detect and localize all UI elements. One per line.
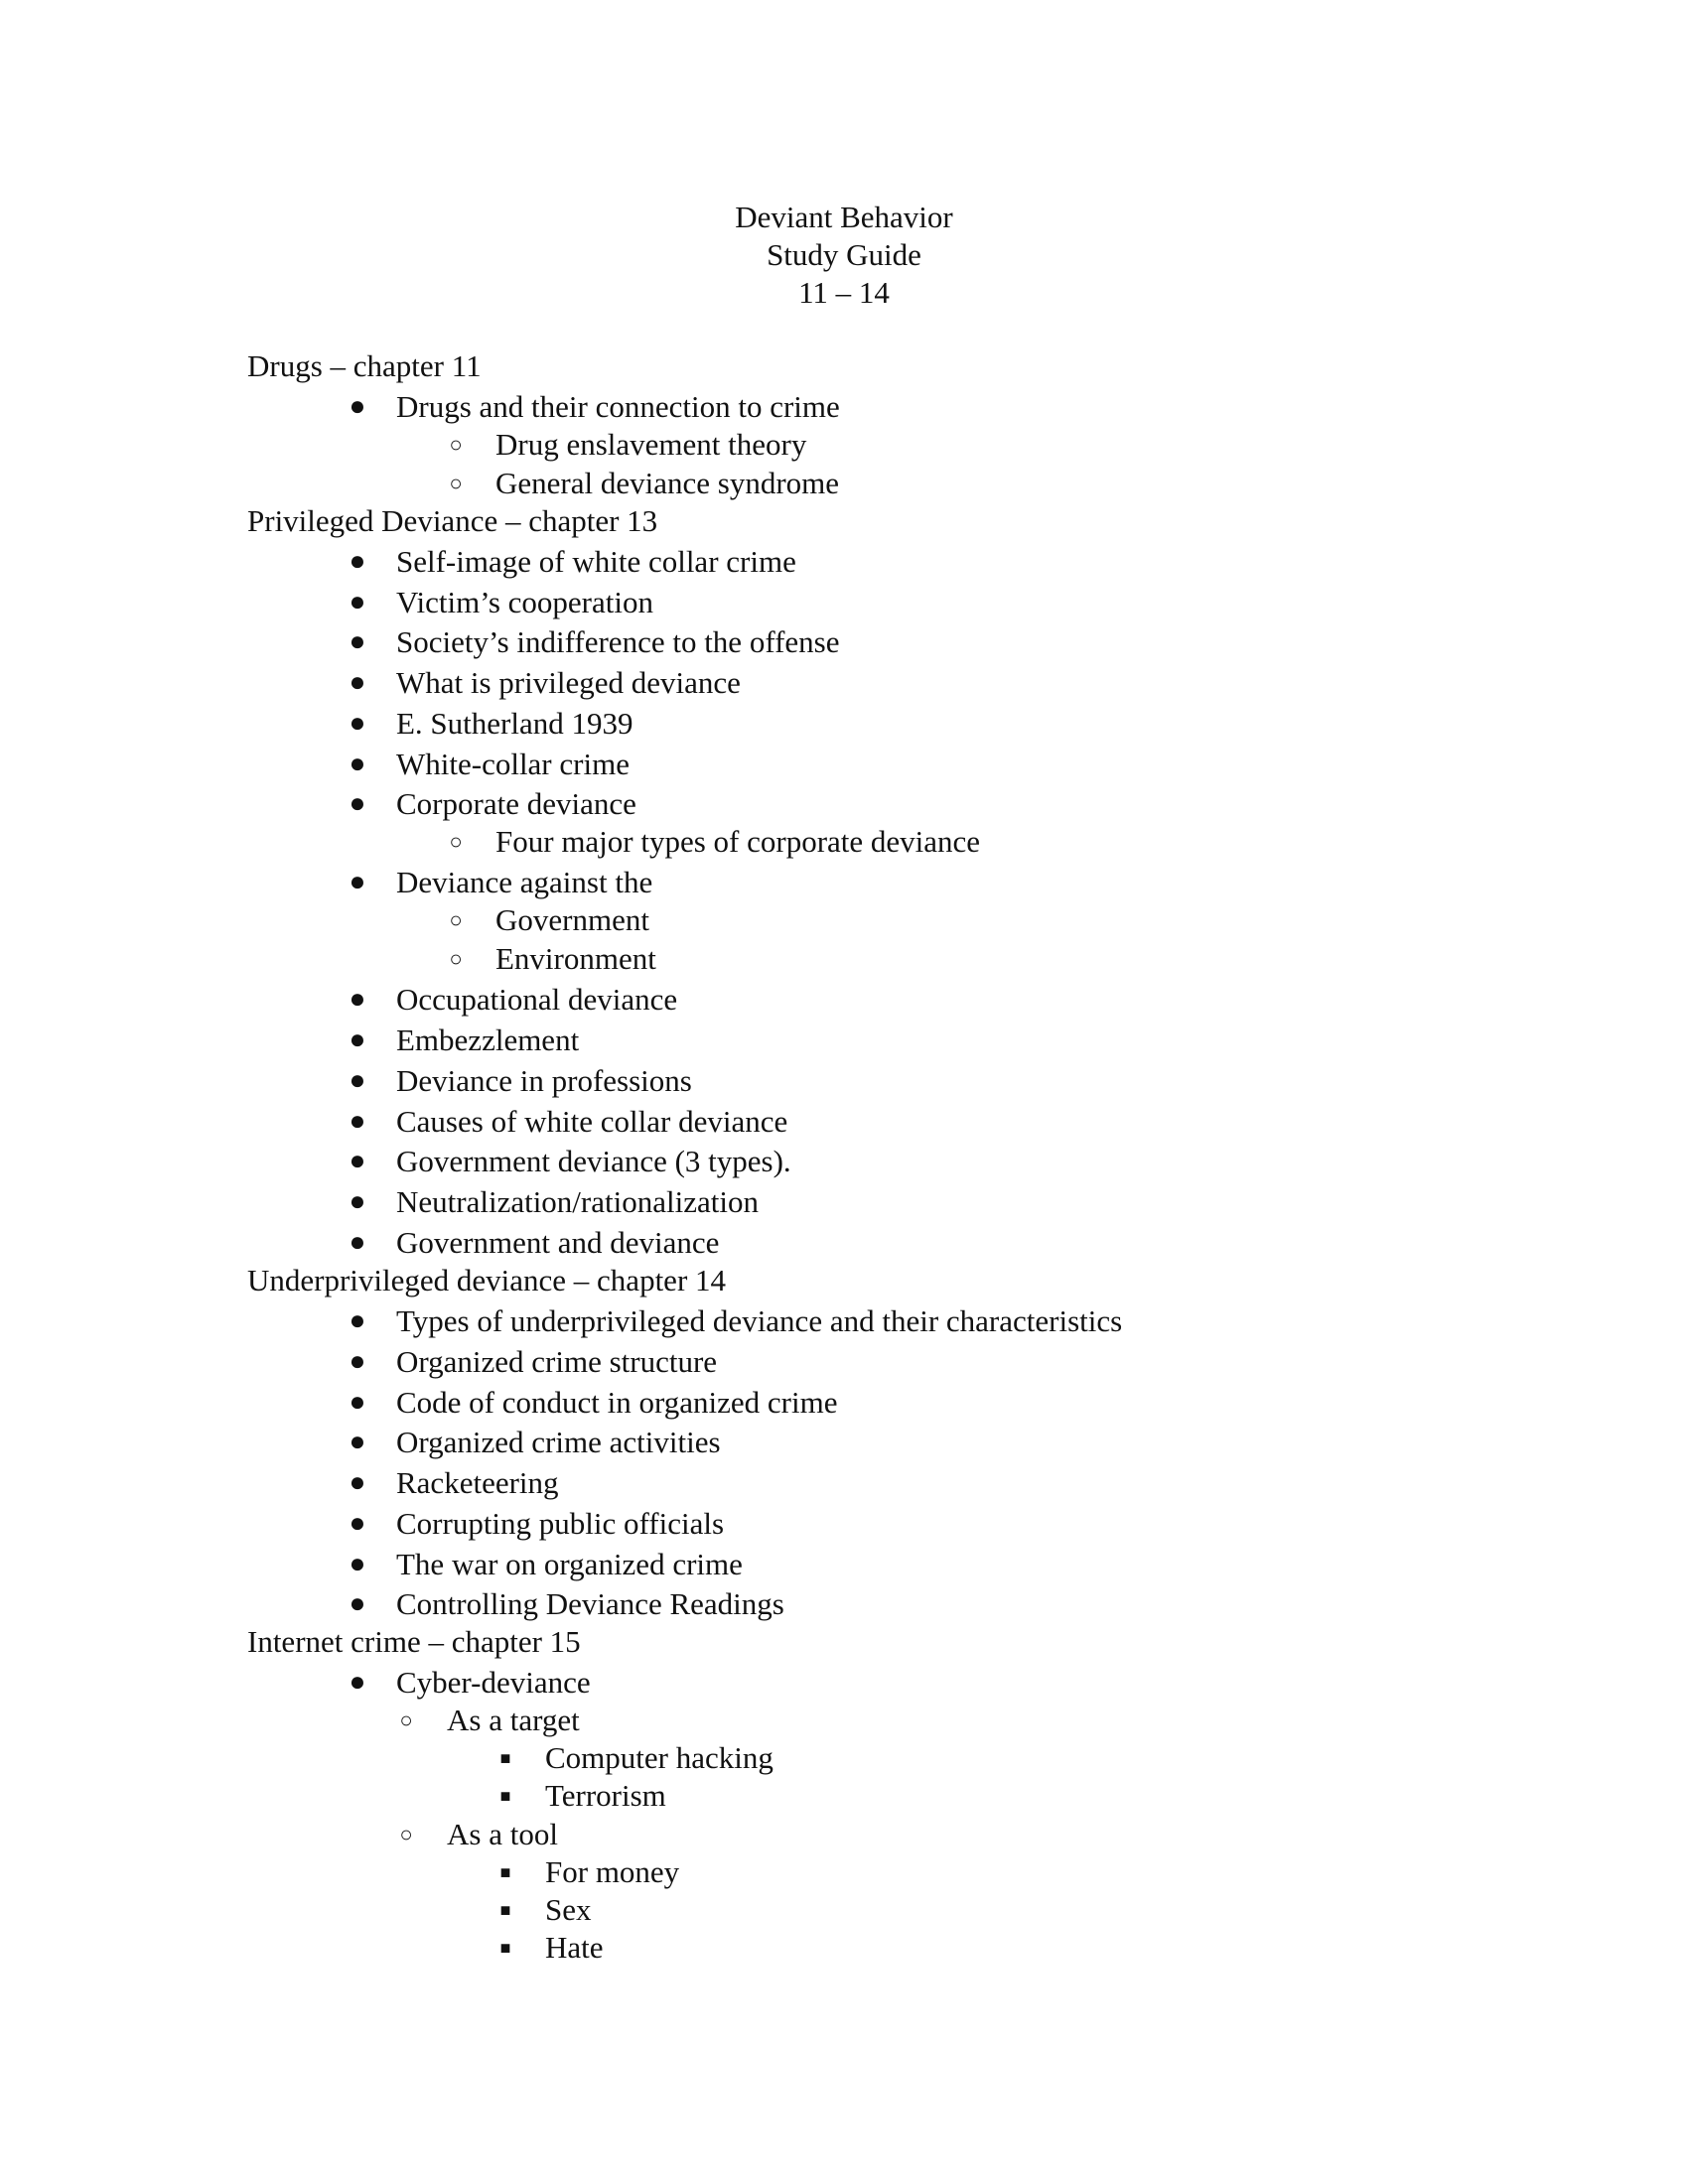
bullet-dot-icon: ●: [349, 391, 366, 422]
list-item: Corrupting public officials: [396, 1506, 725, 1541]
list-item: Deviance against the: [396, 865, 653, 899]
bullet-dot-icon: ●: [349, 626, 366, 657]
sub-sub-list-item: Hate: [545, 1930, 604, 1965]
bullet-dot-icon: ●: [349, 1588, 366, 1619]
bullet-dot-icon: ●: [349, 1427, 366, 1457]
sub-list-item: As a tool: [447, 1817, 558, 1851]
list-item: Deviance in professions: [396, 1063, 692, 1098]
bullet-square-icon: ■: [499, 1786, 511, 1806]
bullet-dot-icon: ●: [349, 1024, 366, 1055]
list-item: Code of conduct in organized crime: [396, 1385, 838, 1420]
bullet-circle-icon: ○: [399, 1707, 413, 1732]
section-heading: Privileged Deviance – chapter 13: [247, 503, 658, 538]
list-item: Organized crime activities: [396, 1425, 721, 1459]
list-item: Drugs and their connection to crime: [396, 389, 840, 424]
list-item: Racketeering: [396, 1465, 559, 1500]
list-item: Society’s indifference to the offense: [396, 624, 840, 659]
bullet-dot-icon: ●: [349, 984, 366, 1015]
bullet-dot-icon: ●: [349, 1305, 366, 1336]
list-item: Controlling Deviance Readings: [396, 1586, 784, 1621]
list-item: Self-image of white collar crime: [396, 544, 796, 579]
bullet-dot-icon: ●: [349, 1106, 366, 1137]
sub-sub-list-item: Terrorism: [545, 1778, 666, 1813]
section-heading: Underprivileged deviance – chapter 14: [247, 1263, 727, 1297]
bullet-dot-icon: ●: [349, 1186, 366, 1217]
bullet-circle-icon: ○: [449, 829, 463, 854]
bullet-dot-icon: ●: [349, 1467, 366, 1498]
bullet-dot-icon: ●: [349, 1667, 366, 1698]
bullet-dot-icon: ●: [349, 667, 366, 698]
bullet-dot-icon: ●: [349, 749, 366, 779]
list-item: The war on organized crime: [396, 1547, 743, 1581]
bullet-dot-icon: ●: [349, 708, 366, 739]
sub-sub-list-item: Sex: [545, 1892, 592, 1927]
bullet-dot-icon: ●: [349, 587, 366, 617]
section-heading: Drugs – chapter 11: [247, 348, 482, 383]
list-item: What is privileged deviance: [396, 665, 741, 700]
list-item: Types of underprivileged deviance and their characteristics: [396, 1303, 1123, 1338]
sub-list-item: General deviance syndrome: [495, 466, 840, 500]
bullet-dot-icon: ●: [349, 1549, 366, 1579]
bullet-square-icon: ■: [499, 1900, 511, 1920]
list-item: Victim’s cooperation: [396, 585, 653, 619]
list-item: E. Sutherland 1939: [396, 706, 633, 741]
bullet-circle-icon: ○: [399, 1822, 413, 1846]
bullet-dot-icon: ●: [349, 1227, 366, 1258]
list-item: White-collar crime: [396, 747, 630, 781]
bullet-dot-icon: ●: [349, 867, 366, 897]
bullet-square-icon: ■: [499, 1748, 511, 1768]
list-item: Cyber-deviance: [396, 1665, 591, 1700]
list-item: Government deviance (3 types).: [396, 1144, 791, 1178]
bullet-square-icon: ■: [499, 1938, 511, 1958]
bullet-circle-icon: ○: [449, 946, 463, 971]
sub-sub-list-item: For money: [545, 1854, 680, 1889]
bullet-dot-icon: ●: [349, 1387, 366, 1418]
bullet-dot-icon: ●: [349, 1065, 366, 1096]
sub-list-item: Government: [495, 902, 649, 937]
title-line-1: Deviant Behavior: [735, 200, 953, 234]
sub-list-item: Drug enslavement theory: [495, 427, 807, 462]
sub-sub-list-item: Computer hacking: [545, 1740, 774, 1775]
section-heading: Internet crime – chapter 15: [247, 1624, 581, 1659]
list-item: Causes of white collar deviance: [396, 1104, 788, 1139]
bullet-circle-icon: ○: [449, 907, 463, 932]
list-item: Organized crime structure: [396, 1344, 718, 1379]
bullet-dot-icon: ●: [349, 1146, 366, 1176]
list-item: Neutralization/rationalization: [396, 1184, 759, 1219]
bullet-dot-icon: ●: [349, 546, 366, 577]
bullet-square-icon: ■: [499, 1862, 511, 1882]
sub-list-item: Environment: [495, 941, 656, 976]
sub-list-item: Four major types of corporate deviance: [495, 824, 981, 859]
bullet-dot-icon: ●: [349, 788, 366, 819]
list-item: Embezzlement: [396, 1023, 580, 1057]
list-item: Corporate deviance: [396, 786, 636, 821]
bullet-dot-icon: ●: [349, 1508, 366, 1539]
bullet-circle-icon: ○: [449, 432, 463, 457]
bullet-dot-icon: ●: [349, 1346, 366, 1377]
title-line-2: Study Guide: [767, 237, 921, 272]
bullet-circle-icon: ○: [449, 471, 463, 495]
list-item: Government and deviance: [396, 1225, 720, 1260]
sub-list-item: As a target: [447, 1703, 580, 1737]
title-line-3: 11 – 14: [798, 275, 890, 310]
list-item: Occupational deviance: [396, 982, 678, 1017]
